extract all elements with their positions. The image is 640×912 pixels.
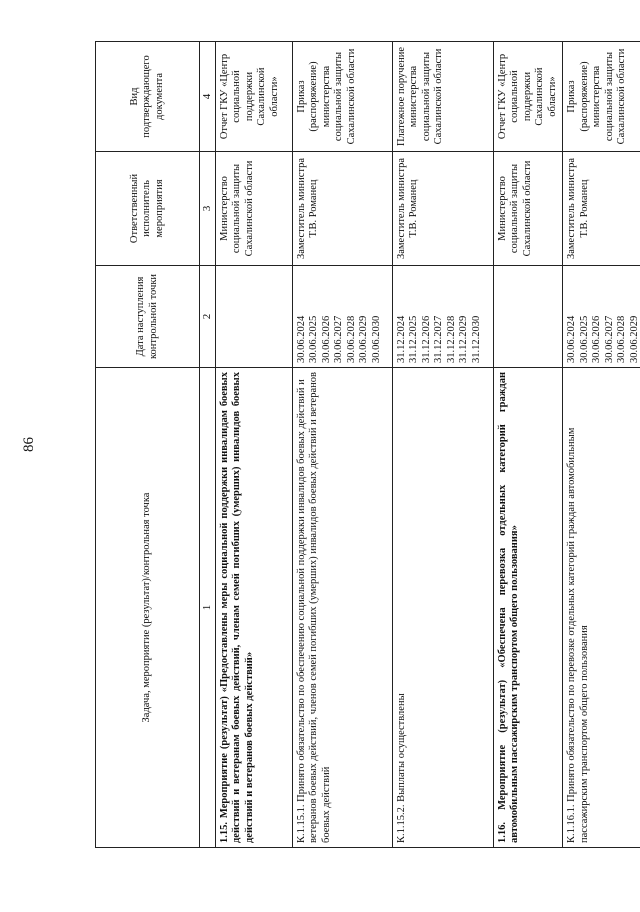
- rotated-table-wrapper: [95, 42, 640, 848]
- header-document: Вид подтверждающего документа: [96, 42, 200, 152]
- date-value: 31.12.2026: [420, 315, 432, 363]
- date-cell: [563, 266, 640, 368]
- executor-cell: Заместитель министра Т.В. Романец: [563, 152, 640, 266]
- column-number: 3: [200, 152, 216, 266]
- table-row: [215, 42, 292, 848]
- column-number: 1: [200, 368, 216, 848]
- task-cell: К.1.15.1. Принято обязательство по обеспечению социальной поддержки инвалидов боевых действий и ветеранов боевых действий, членов семей погибших (умерших) инвалидов боевых действий и ветеранов боевых действий: [292, 368, 392, 848]
- executor-cell: Министерство социальной защиты Сахалинской области: [493, 152, 563, 266]
- date-value: 30.06.2025: [308, 315, 319, 363]
- column-number: 2: [200, 266, 216, 368]
- column-number: 4: [200, 42, 216, 152]
- date-value: 31.12.2030: [470, 315, 482, 363]
- executor-cell: Министерство социальной защиты Сахалинской области: [215, 152, 292, 266]
- table-row: [563, 42, 640, 848]
- header-date: Дата наступления контрольной точки: [96, 266, 200, 368]
- date-value: 31.12.2028: [445, 315, 457, 363]
- date-value: 30.06.2029: [628, 315, 640, 363]
- date-value: 30.06.2026: [320, 315, 332, 363]
- column-number-row: [200, 42, 216, 848]
- table-row: [392, 42, 493, 848]
- document-cell: Приказ (распоряжение) министерства социальной защиты Сахалинской области: [292, 42, 392, 152]
- control-points-table: [95, 41, 640, 848]
- date-cell: [215, 266, 292, 368]
- date-value: 31.12.2027: [433, 315, 444, 363]
- executor-cell: Заместитель министра Т.В. Романец: [292, 152, 392, 266]
- date-value: 30.06.2027: [333, 315, 344, 363]
- date-value: 30.06.2027: [603, 315, 615, 363]
- date-value: 30.06.2024: [566, 315, 577, 363]
- date-value: 30.06.2028: [616, 315, 627, 363]
- date-value: 30.06.2026: [591, 315, 602, 363]
- task-cell: 1.16. Мероприятие (результат) «Обеспечена перевозка отдельных категорий граждан автомобильным пассажирским транспортом общего пользования»: [493, 368, 563, 848]
- header-task: Задача, мероприятие (результат)/контрольная точка: [96, 368, 200, 848]
- document-cell: Приказ (распоряжение) министерства социальной защиты Сахалинской области: [563, 42, 640, 152]
- document-cell: Отчет ГКУ «Центр социальной поддержки Сахалинской области»: [215, 42, 292, 152]
- executor-cell: Заместитель министра Т.В. Романец: [392, 152, 493, 266]
- date-cell: [392, 266, 493, 368]
- date-value: 30.06.2029: [358, 315, 369, 363]
- document-cell: Платежное поручение министерства социальной защиты Сахалинской области: [392, 42, 493, 152]
- table-row: [493, 42, 563, 848]
- page-number: 86: [21, 437, 37, 452]
- date-value: 30.06.2028: [345, 315, 357, 363]
- date-cell: [493, 266, 563, 368]
- date-value: 30.06.2024: [295, 315, 307, 363]
- date-value: 31.12.2029: [458, 315, 469, 363]
- header-executor: Ответственный исполнитель мероприятия: [96, 152, 200, 266]
- date-value: 30.06.2025: [578, 315, 590, 363]
- table-row: [292, 42, 392, 848]
- date-value: 31.12.2025: [408, 315, 419, 363]
- date-value: 30.06.2030: [370, 315, 382, 363]
- task-cell: К.1.16.1. Принято обязательство по перевозке отдельных категорий граждан автомобильным пассажирским транспортом общего пользования: [563, 368, 640, 848]
- date-value: 31.12.2024: [395, 315, 407, 363]
- header-row: [96, 42, 200, 848]
- task-cell: К.1.15.2. Выплаты осуществлены: [392, 368, 493, 848]
- task-cell: 1.15. Мероприятие (результат) «Предоставлены меры социальной поддержки инвалидам боевых действий и ветеранам боевых действий, членам семей погибших (умерших) инвалидов боевых действий и ветеранов боевых действий»: [215, 368, 292, 848]
- date-cell: [292, 266, 392, 368]
- document-cell: Отчет ГКУ «Центр социальной поддержки Сахалинской области»: [493, 42, 563, 152]
